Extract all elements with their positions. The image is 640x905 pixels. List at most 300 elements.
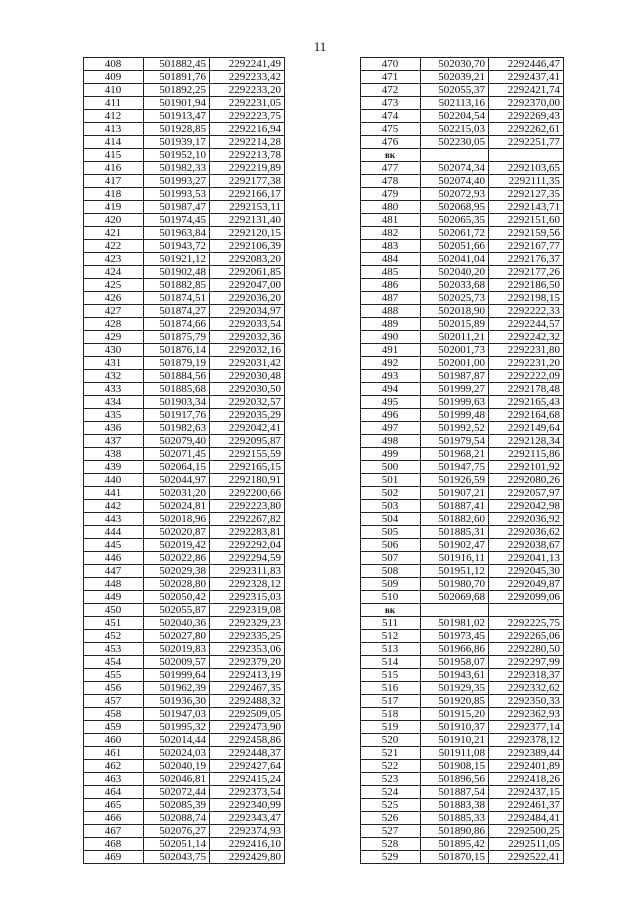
y-coordinate: 2292120,15 (210, 227, 285, 240)
y-coordinate: 2292216,94 (210, 123, 285, 136)
table-row (84, 760, 285, 773)
x-coordinate: 501908,15 (421, 760, 489, 773)
section-marker-label: вк (361, 604, 421, 617)
table-row (84, 812, 285, 825)
point-number: 492 (361, 357, 421, 370)
point-number: 441 (84, 487, 144, 500)
table-row (84, 201, 285, 214)
point-number: 520 (361, 734, 421, 747)
y-coordinate: 2292223,80 (210, 500, 285, 513)
table-row (361, 71, 564, 84)
x-coordinate: 501882,45 (144, 58, 210, 71)
x-coordinate: 502024,81 (144, 500, 210, 513)
point-number: 431 (84, 357, 144, 370)
table-row (361, 838, 564, 851)
x-coordinate: 502068,95 (421, 201, 489, 214)
point-number: 489 (361, 318, 421, 331)
y-coordinate: 2292353,06 (210, 643, 285, 656)
x-coordinate: 502072,44 (144, 786, 210, 799)
y-coordinate: 2292373,54 (210, 786, 285, 799)
y-coordinate: 2292511,05 (489, 838, 564, 851)
x-coordinate: 501995,32 (144, 721, 210, 734)
y-coordinate: 2292370,00 (489, 97, 564, 110)
y-coordinate: 2292522,41 (489, 851, 564, 864)
y-coordinate: 2292225,75 (489, 617, 564, 630)
table-row (361, 747, 564, 760)
x-coordinate: 502065,35 (421, 214, 489, 227)
x-coordinate: 501992,52 (421, 422, 489, 435)
x-coordinate: 501901,94 (144, 97, 210, 110)
point-number: 425 (84, 279, 144, 292)
table-row (361, 162, 564, 175)
x-coordinate: 502055,87 (144, 604, 210, 617)
table-row (361, 825, 564, 838)
point-number: 497 (361, 422, 421, 435)
point-number: 445 (84, 539, 144, 552)
x-coordinate: 502043,75 (144, 851, 210, 864)
y-coordinate: 2292269,43 (489, 110, 564, 123)
y-coordinate: 2292200,66 (210, 487, 285, 500)
point-number: 413 (84, 123, 144, 136)
point-number: 519 (361, 721, 421, 734)
table-row (361, 708, 564, 721)
table-row (84, 227, 285, 240)
x-coordinate: 502085,39 (144, 799, 210, 812)
y-coordinate: 2292297,99 (489, 656, 564, 669)
y-coordinate: 2292177,26 (489, 266, 564, 279)
point-number: 526 (361, 812, 421, 825)
table-row (84, 84, 285, 97)
x-coordinate: 501902,48 (144, 266, 210, 279)
point-number: 480 (361, 201, 421, 214)
table-row (84, 708, 285, 721)
point-number: 450 (84, 604, 144, 617)
table-row (361, 500, 564, 513)
x-coordinate: 502019,83 (144, 643, 210, 656)
point-number: 463 (84, 773, 144, 786)
table-row (361, 799, 564, 812)
y-coordinate: 2292377,14 (489, 721, 564, 734)
table-row (84, 240, 285, 253)
point-number: 428 (84, 318, 144, 331)
table-row (361, 240, 564, 253)
section-marker-row (361, 604, 564, 617)
point-number: 443 (84, 513, 144, 526)
y-coordinate: 2292035,29 (210, 409, 285, 422)
table-row (84, 695, 285, 708)
y-coordinate: 2292378,12 (489, 734, 564, 747)
x-coordinate: 502088,74 (144, 812, 210, 825)
x-coordinate: 502061,72 (421, 227, 489, 240)
x-coordinate: 501903,34 (144, 396, 210, 409)
point-number: 491 (361, 344, 421, 357)
x-coordinate: 501936,30 (144, 695, 210, 708)
table-row (84, 838, 285, 851)
point-number: 503 (361, 500, 421, 513)
point-number: 482 (361, 227, 421, 240)
x-coordinate: 501902,47 (421, 539, 489, 552)
x-coordinate: 501982,33 (144, 162, 210, 175)
table-row (84, 747, 285, 760)
x-coordinate: 501939,17 (144, 136, 210, 149)
table-row (361, 487, 564, 500)
table-row (84, 513, 285, 526)
x-coordinate: 502009,57 (144, 656, 210, 669)
point-number: 429 (84, 331, 144, 344)
y-coordinate: 2292231,20 (489, 357, 564, 370)
point-number: 502 (361, 487, 421, 500)
table-row (361, 565, 564, 578)
table-row (84, 474, 285, 487)
x-coordinate: 501884,56 (144, 370, 210, 383)
y-coordinate: 2292294,59 (210, 552, 285, 565)
point-number: 426 (84, 292, 144, 305)
x-coordinate: 501981,02 (421, 617, 489, 630)
point-number: 412 (84, 110, 144, 123)
table-row (361, 669, 564, 682)
x-coordinate: 502018,96 (144, 513, 210, 526)
y-coordinate: 2292103,65 (489, 162, 564, 175)
point-number: 510 (361, 591, 421, 604)
table-row (361, 383, 564, 396)
table-row (361, 461, 564, 474)
x-coordinate: 502039,21 (421, 71, 489, 84)
point-number: 529 (361, 851, 421, 864)
table-row (361, 266, 564, 279)
x-coordinate: 502015,89 (421, 318, 489, 331)
point-number: 415 (84, 149, 144, 162)
point-number: 423 (84, 253, 144, 266)
table-row (84, 266, 285, 279)
x-coordinate: 501920,85 (421, 695, 489, 708)
point-number: 458 (84, 708, 144, 721)
point-number: 466 (84, 812, 144, 825)
table-row (84, 71, 285, 84)
table-row (84, 344, 285, 357)
x-coordinate: 502033,68 (421, 279, 489, 292)
point-number: 454 (84, 656, 144, 669)
point-number: 411 (84, 97, 144, 110)
x-coordinate: 502076,27 (144, 825, 210, 838)
point-number: 444 (84, 526, 144, 539)
x-coordinate: 501974,45 (144, 214, 210, 227)
table-row (84, 214, 285, 227)
x-coordinate: 501887,54 (421, 786, 489, 799)
y-coordinate: 2292223,75 (210, 110, 285, 123)
table-row (84, 799, 285, 812)
point-number: 486 (361, 279, 421, 292)
x-coordinate: 501917,76 (144, 409, 210, 422)
table-row (84, 773, 285, 786)
x-coordinate: 502072,93 (421, 188, 489, 201)
point-number: 495 (361, 396, 421, 409)
x-coordinate: 501885,31 (421, 526, 489, 539)
point-number: 522 (361, 760, 421, 773)
table-row (361, 643, 564, 656)
point-number: 513 (361, 643, 421, 656)
x-coordinate: 502022,86 (144, 552, 210, 565)
table-row (84, 669, 285, 682)
y-coordinate: 2292315,03 (210, 591, 285, 604)
coordinates-table-left-body (84, 58, 285, 864)
table-row (361, 656, 564, 669)
table-row (361, 786, 564, 799)
table-row (84, 786, 285, 799)
y-coordinate: 2292458,86 (210, 734, 285, 747)
table-row (84, 188, 285, 201)
table-row (84, 97, 285, 110)
x-coordinate: 502024,03 (144, 747, 210, 760)
y-coordinate: 2292379,20 (210, 656, 285, 669)
table-row (84, 825, 285, 838)
y-coordinate: 2292265,06 (489, 630, 564, 643)
y-coordinate: 2292131,40 (210, 214, 285, 227)
y-coordinate: 2292042,98 (489, 500, 564, 513)
y-coordinate: 2292099,06 (489, 591, 564, 604)
y-coordinate: 2292034,97 (210, 305, 285, 318)
x-coordinate: 502064,15 (144, 461, 210, 474)
x-coordinate: 501929,35 (421, 682, 489, 695)
y-coordinate: 2292047,00 (210, 279, 285, 292)
x-coordinate: 501885,33 (421, 812, 489, 825)
table-row (84, 123, 285, 136)
point-number: 476 (361, 136, 421, 149)
x-coordinate: 502046,81 (144, 773, 210, 786)
y-coordinate: 2292042,41 (210, 422, 285, 435)
point-number: 504 (361, 513, 421, 526)
table-row (361, 344, 564, 357)
y-coordinate: 2292057,97 (489, 487, 564, 500)
table-row (361, 84, 564, 97)
x-coordinate: 501987,47 (144, 201, 210, 214)
table-row (84, 435, 285, 448)
point-number: 527 (361, 825, 421, 838)
y-coordinate: 2292106,39 (210, 240, 285, 253)
y-coordinate: 2292319,08 (210, 604, 285, 617)
y-coordinate: 2292213,78 (210, 149, 285, 162)
x-coordinate: 501876,14 (144, 344, 210, 357)
point-number: 438 (84, 448, 144, 461)
y-coordinate: 2292231,05 (210, 97, 285, 110)
y-coordinate: 2292251,77 (489, 136, 564, 149)
point-number: 457 (84, 695, 144, 708)
point-number: 479 (361, 188, 421, 201)
y-coordinate: 2292461,37 (489, 799, 564, 812)
x-coordinate: 502204,54 (421, 110, 489, 123)
x-coordinate: 502051,66 (421, 240, 489, 253)
point-number: 437 (84, 435, 144, 448)
x-coordinate: 501951,12 (421, 565, 489, 578)
point-number: 464 (84, 786, 144, 799)
table-row (84, 851, 285, 864)
point-number: 440 (84, 474, 144, 487)
y-coordinate: 2292500,25 (489, 825, 564, 838)
table-row (361, 734, 564, 747)
y-coordinate: 2292222,09 (489, 370, 564, 383)
y-coordinate: 2292180,91 (210, 474, 285, 487)
point-number: 451 (84, 617, 144, 630)
table-row (84, 643, 285, 656)
table-row (361, 578, 564, 591)
table-row (361, 526, 564, 539)
point-number: 446 (84, 552, 144, 565)
point-number: 507 (361, 552, 421, 565)
x-coordinate: 502031,20 (144, 487, 210, 500)
table-row (361, 97, 564, 110)
table-row (361, 201, 564, 214)
coordinates-table-left (83, 57, 285, 864)
x-coordinate: 502040,19 (144, 760, 210, 773)
y-coordinate: 2292448,37 (210, 747, 285, 760)
point-number: 416 (84, 162, 144, 175)
x-coordinate: 502051,14 (144, 838, 210, 851)
point-number: 460 (84, 734, 144, 747)
y-coordinate: 2292328,12 (210, 578, 285, 591)
point-number: 506 (361, 539, 421, 552)
x-coordinate: 502025,73 (421, 292, 489, 305)
table-row (361, 630, 564, 643)
table-row (361, 58, 564, 71)
table-row (361, 409, 564, 422)
y-coordinate: 2292509,05 (210, 708, 285, 721)
point-number: 524 (361, 786, 421, 799)
x-coordinate: 502069,68 (421, 591, 489, 604)
point-number: 424 (84, 266, 144, 279)
point-number: 471 (361, 71, 421, 84)
table-row (361, 318, 564, 331)
x-coordinate: 502027,80 (144, 630, 210, 643)
point-number: 410 (84, 84, 144, 97)
point-number: 509 (361, 578, 421, 591)
x-coordinate: 501887,41 (421, 500, 489, 513)
y-coordinate: 2292164,68 (489, 409, 564, 422)
point-number: 409 (84, 71, 144, 84)
x-coordinate: 502011,21 (421, 331, 489, 344)
point-number: 468 (84, 838, 144, 851)
table-row (361, 357, 564, 370)
point-number: 477 (361, 162, 421, 175)
point-number: 448 (84, 578, 144, 591)
y-coordinate: 2292041,13 (489, 552, 564, 565)
table-row (84, 396, 285, 409)
x-coordinate: 501882,60 (421, 513, 489, 526)
x-coordinate: 502074,34 (421, 162, 489, 175)
table-row (84, 58, 285, 71)
y-coordinate: 2292311,83 (210, 565, 285, 578)
point-number: 421 (84, 227, 144, 240)
x-coordinate: 501883,38 (421, 799, 489, 812)
point-number: 434 (84, 396, 144, 409)
table-row (84, 370, 285, 383)
y-coordinate: 2292032,36 (210, 331, 285, 344)
point-number: 493 (361, 370, 421, 383)
point-number: 439 (84, 461, 144, 474)
y-coordinate: 2292045,30 (489, 565, 564, 578)
x-coordinate: 501891,76 (144, 71, 210, 84)
point-number: 432 (84, 370, 144, 383)
x-coordinate: 502001,00 (421, 357, 489, 370)
y-coordinate: 2292446,47 (489, 58, 564, 71)
y-coordinate: 2292166,17 (210, 188, 285, 201)
table-row (84, 682, 285, 695)
table-row (361, 175, 564, 188)
table-row (84, 591, 285, 604)
x-coordinate: 501911,08 (421, 747, 489, 760)
point-number: 459 (84, 721, 144, 734)
table-row (84, 487, 285, 500)
y-coordinate: 2292176,37 (489, 253, 564, 266)
table-row (84, 422, 285, 435)
point-number: 465 (84, 799, 144, 812)
x-coordinate: 501916,11 (421, 552, 489, 565)
y-coordinate: 2292159,56 (489, 227, 564, 240)
table-row (84, 149, 285, 162)
point-number: 473 (361, 97, 421, 110)
y-coordinate: 2292036,92 (489, 513, 564, 526)
y-coordinate: 2292033,54 (210, 318, 285, 331)
x-coordinate: 501907,21 (421, 487, 489, 500)
table-row (84, 578, 285, 591)
x-coordinate: 501962,39 (144, 682, 210, 695)
table-row (84, 305, 285, 318)
point-number: 452 (84, 630, 144, 643)
y-coordinate: 2292038,67 (489, 539, 564, 552)
x-coordinate: 502014,44 (144, 734, 210, 747)
x-coordinate: 502019,42 (144, 539, 210, 552)
table-row (361, 721, 564, 734)
x-coordinate: 502028,80 (144, 578, 210, 591)
x-coordinate: 501999,48 (421, 409, 489, 422)
y-coordinate: 2292111,35 (489, 175, 564, 188)
y-coordinate: 2292127,35 (489, 188, 564, 201)
y-coordinate: 2292032,57 (210, 396, 285, 409)
point-number: 488 (361, 305, 421, 318)
table-row (361, 760, 564, 773)
table-row (361, 474, 564, 487)
empty-cell (489, 604, 564, 617)
y-coordinate: 2292389,44 (489, 747, 564, 760)
x-coordinate: 502055,37 (421, 84, 489, 97)
table-row (84, 526, 285, 539)
y-coordinate: 2292467,35 (210, 682, 285, 695)
y-coordinate: 2292233,42 (210, 71, 285, 84)
table-row (84, 357, 285, 370)
x-coordinate: 502040,36 (144, 617, 210, 630)
y-coordinate: 2292128,34 (489, 435, 564, 448)
point-number: 512 (361, 630, 421, 643)
y-coordinate: 2292415,24 (210, 773, 285, 786)
table-row (361, 513, 564, 526)
y-coordinate: 2292222,33 (489, 305, 564, 318)
x-coordinate: 501999,63 (421, 396, 489, 409)
point-number: 516 (361, 682, 421, 695)
table-row (361, 331, 564, 344)
table-row (361, 370, 564, 383)
point-number: 422 (84, 240, 144, 253)
point-number: 481 (361, 214, 421, 227)
table-row (84, 734, 285, 747)
x-coordinate: 501958,07 (421, 656, 489, 669)
table-row (84, 461, 285, 474)
point-number: 417 (84, 175, 144, 188)
point-number: 419 (84, 201, 144, 214)
y-coordinate: 2292429,80 (210, 851, 285, 864)
y-coordinate: 2292115,86 (489, 448, 564, 461)
x-coordinate: 501947,75 (421, 461, 489, 474)
x-coordinate: 501987,87 (421, 370, 489, 383)
x-coordinate: 501993,27 (144, 175, 210, 188)
y-coordinate: 2292292,04 (210, 539, 285, 552)
